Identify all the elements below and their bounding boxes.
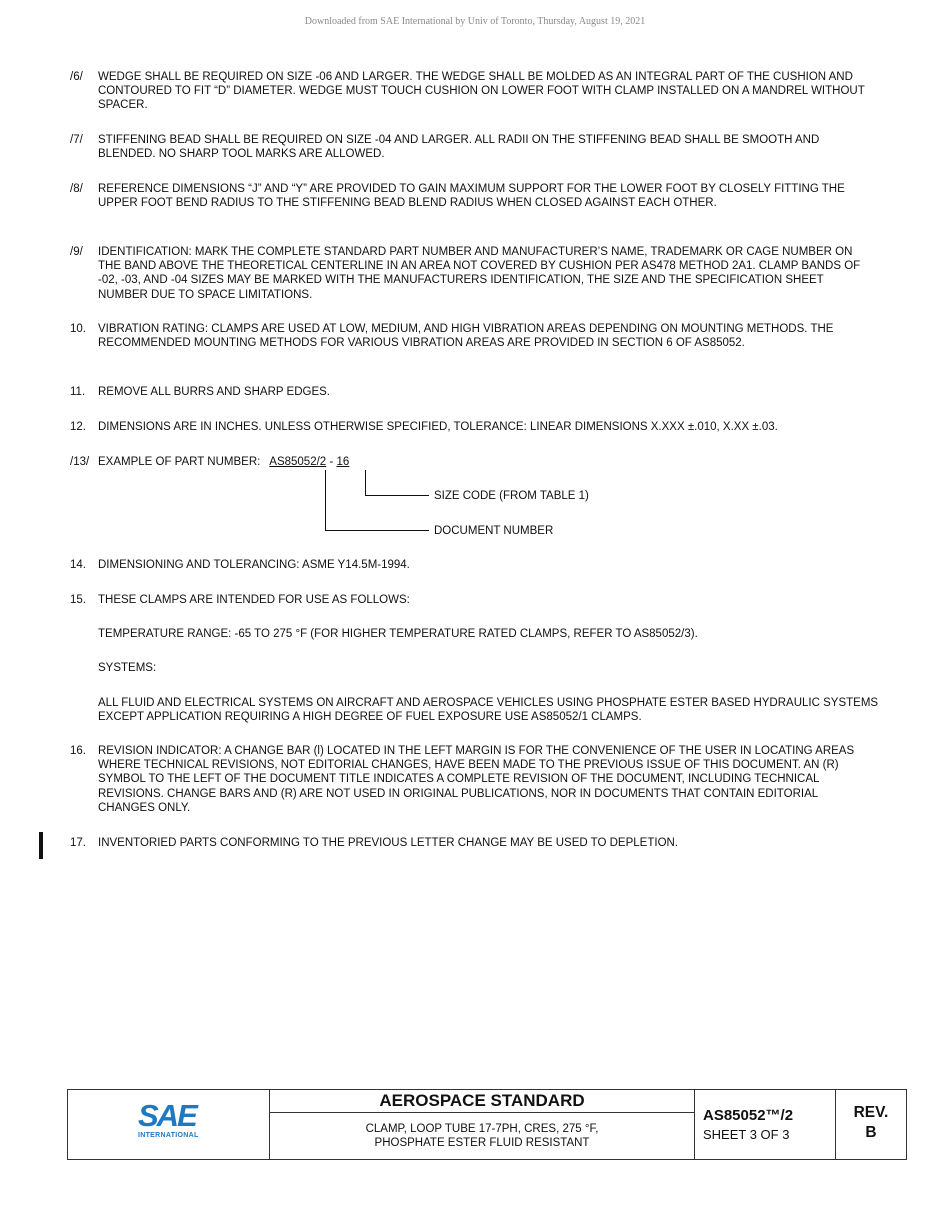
sae-logo-letters: SAE bbox=[138, 1098, 196, 1133]
sae-logo bbox=[136, 1100, 206, 1144]
size-code-label: SIZE CODE (FROM TABLE 1) bbox=[434, 490, 589, 502]
note-6 bbox=[70, 70, 870, 113]
document-number: AS85052™/2 bbox=[703, 1107, 794, 1124]
note-number: /8/ bbox=[70, 183, 83, 195]
title-cell bbox=[270, 1090, 695, 1159]
revision-letter: B bbox=[865, 1124, 877, 1141]
change-bar bbox=[39, 832, 43, 859]
note-text: DIMENSIONS ARE IN INCHES. UNLESS OTHERWISE SPECIFIED, TOLERANCE: LINEAR DIMENSIONS X.XXX ±.010, X.XX ±.03. bbox=[98, 421, 778, 433]
part-number-doc: AS85052/2 bbox=[269, 456, 327, 468]
sheet-number: SHEET 3 OF 3 bbox=[703, 1127, 790, 1142]
note-16 bbox=[70, 744, 870, 815]
note-text: DIMENSIONING AND TOLERANCING: ASME Y14.5M-1994. bbox=[98, 559, 410, 571]
note-text: IDENTIFICATION: MARK THE COMPLETE STANDARD PART NUMBER AND MANUFACTURER’S NAME, TRADEMARK OR CAGE NUMBER ON THE BAND ABOVE THE THEORETICAL CENTERLINE IN AN AREA NOT COVERED BY CUSHION PER AS478 METHOD 2A1. CLAMP BANDS OF -02, -03, AND -04 SIZES MAY BE MARKED WITH THE MANUFACTURERS IDENTIFICATION, THE SIZE AND THE SPECIFICATION SHEET NUMBER DUE TO SPACE LIMITATIONS. bbox=[98, 246, 861, 301]
systems-text: ALL FLUID AND ELECTRICAL SYSTEMS ON AIRCRAFT AND AEROSPACE VEHICLES USING PHOSPHATE ESTER BASED HYDRAULIC SYSTEMS EXCEPT APPLICATION REQUIRING A HIGH DEGREE OF FUEL EXPOSURE USE AS85052/1 CLAMPS. bbox=[98, 697, 879, 724]
document-number-label: DOCUMENT NUMBER bbox=[434, 525, 554, 537]
note-15 bbox=[70, 593, 870, 607]
note-number: /9/ bbox=[70, 246, 83, 258]
document-title bbox=[270, 1122, 694, 1150]
note-text: STIFFENING BEAD SHALL BE REQUIRED ON SIZE -04 AND LARGER. ALL RADII ON THE STIFFENING BEAD SHALL BE SMOOTH AND BLENDED. NO SHARP TOOL MARKS ARE ALLOWED. bbox=[98, 134, 820, 161]
systems-label: SYSTEMS: bbox=[98, 662, 157, 674]
note-number: 12. bbox=[70, 421, 86, 433]
revision-cell bbox=[836, 1090, 906, 1159]
download-watermark: Downloaded from SAE International by Univ of Toronto, Thursday, August 19, 2021 bbox=[304, 16, 646, 27]
note-text: REVISION INDICATOR: A CHANGE BAR (l) LOCATED IN THE LEFT MARGIN IS FOR THE CONVENIENCE OF THE USER IN LOCATING AREAS WHERE TECHNICAL REVISIONS, NOT EDITORIAL CHANGES, HAVE BEEN MADE TO THE PREVIOUS ISSUE OF THIS DOCUMENT. AN (R) SYMBOL TO THE LEFT OF THE DOCUMENT TITLE INDICATES A COMPLETE REVISION OF THE DOCUMENT, INCLUDING TECHNICAL REVISIONS. CHANGE BARS AND (R) ARE NOT USED IN ORIGINAL PUBLICATIONS, NOR IN DOCUMENTS THAT CONTAIN EDITORIAL CHANGES ONLY. bbox=[98, 745, 855, 814]
note-text: REMOVE ALL BURRS AND SHARP EDGES. bbox=[98, 386, 330, 398]
note-number: 15. bbox=[70, 594, 86, 606]
note-number: /13/ bbox=[70, 456, 90, 468]
doc-callout-horizontal bbox=[325, 530, 429, 531]
size-callout-vertical bbox=[365, 470, 366, 495]
part-number-separator: - bbox=[326, 456, 337, 468]
revision bbox=[836, 1103, 906, 1143]
logo-cell bbox=[68, 1090, 270, 1159]
document-title-line-2: PHOSPHATE ESTER FLUID RESISTANT bbox=[374, 1137, 590, 1149]
note-10 bbox=[70, 322, 870, 350]
note-number: 14. bbox=[70, 559, 86, 571]
part-number-intro: EXAMPLE OF PART NUMBER: bbox=[98, 456, 261, 468]
note-text bbox=[98, 455, 870, 469]
document-title-line-1: CLAMP, LOOP TUBE 17-7PH, CRES, 275 °F, bbox=[365, 1123, 599, 1135]
note-number: 17. bbox=[70, 837, 86, 849]
note-text: INVENTORIED PARTS CONFORMING TO THE PREVIOUS LETTER CHANGE MAY BE USED TO DEPLETION. bbox=[98, 837, 679, 849]
temperature-range: TEMPERATURE RANGE: -65 TO 275 °F (FOR HIGHER TEMPERATURE RATED CLAMPS, REFER TO AS85052/3). bbox=[98, 628, 698, 640]
note-17 bbox=[70, 836, 870, 850]
note-8 bbox=[70, 182, 870, 210]
size-callout-horizontal bbox=[365, 495, 429, 496]
note-number: 16. bbox=[70, 745, 86, 757]
note-number: 10. bbox=[70, 323, 86, 335]
standard-type: AEROSPACE STANDARD bbox=[270, 1090, 694, 1113]
note-11 bbox=[70, 385, 870, 399]
document-number-cell bbox=[695, 1090, 836, 1159]
note-number: /7/ bbox=[70, 134, 83, 146]
doc-callout-vertical bbox=[325, 470, 326, 530]
note-12 bbox=[70, 420, 870, 434]
part-number-size: 16 bbox=[336, 456, 350, 468]
sae-logo-subtitle: INTERNATIONAL bbox=[138, 1132, 199, 1139]
note-14 bbox=[70, 558, 870, 572]
note-number: 11. bbox=[70, 386, 86, 398]
revision-label: REV. bbox=[853, 1104, 889, 1121]
note-9 bbox=[70, 245, 870, 302]
note-13 bbox=[70, 455, 870, 469]
note-text: THESE CLAMPS ARE INTENDED FOR USE AS FOLLOWS: bbox=[98, 594, 410, 606]
title-block bbox=[67, 1089, 907, 1160]
note-text: REFERENCE DIMENSIONS “J” AND “Y” ARE PROVIDED TO GAIN MAXIMUM SUPPORT FOR THE LOWER FOOT BY CLOSELY FITTING THE UPPER FOOT BEND RADIUS TO THE STIFFENING BEAD BLEND RADIUS WHEN CLOSED AGAINST EACH OTHER. bbox=[98, 183, 845, 210]
note-7 bbox=[70, 133, 870, 161]
note-text: WEDGE SHALL BE REQUIRED ON SIZE -06 AND LARGER. THE WEDGE SHALL BE MOLDED AS AN INTEGRAL PART OF THE CUSHION AND CONTOURED TO FIT “D” DIAMETER. WEDGE MUST TOUCH CUSHION ON LOWER FOOT WITH CLAMP INSTALLED ON A MANDREL WITHOUT SPACER. bbox=[98, 71, 865, 112]
note-number: /6/ bbox=[70, 71, 83, 83]
note-text: VIBRATION RATING: CLAMPS ARE USED AT LOW, MEDIUM, AND HIGH VIBRATION AREAS DEPENDING ON MOUNTING METHODS. THE RECOMMENDED MOUNTING METHODS FOR VARIOUS VIBRATION AREAS ARE PROVIDED IN SECTION 6 OF AS85052. bbox=[98, 323, 834, 350]
